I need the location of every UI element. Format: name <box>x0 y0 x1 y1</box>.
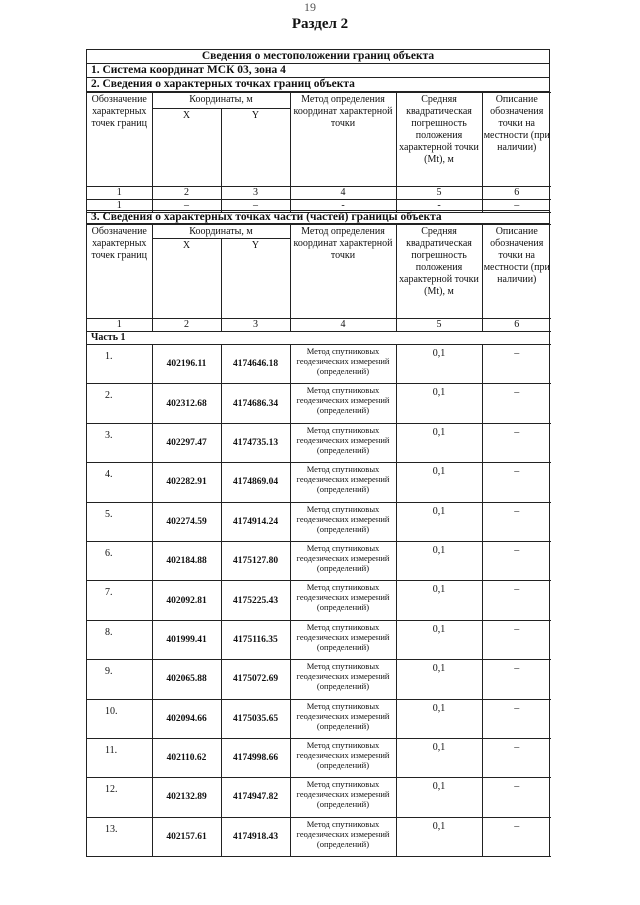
x-coordinate: 402274.59 <box>152 502 221 541</box>
table-row <box>87 581 551 620</box>
table-row <box>87 384 551 423</box>
method-text: Метод спутниковых геодезических измерений (определений) <box>290 738 396 777</box>
section3-title: 3. Сведения о характерных точках части (частей) границы объекта <box>87 210 549 224</box>
method-text: Метод спутниковых геодезических измерений (определений) <box>290 778 396 817</box>
mt-value: 0,1 <box>396 384 482 423</box>
mt-value: 0,1 <box>396 541 482 580</box>
table-row <box>87 502 551 541</box>
table-row <box>87 345 551 384</box>
method-text: Метод спутниковых геодезических измерений (определений) <box>290 384 396 423</box>
point-number: 5. <box>87 502 152 541</box>
table-row <box>87 463 551 502</box>
hdr-x: X <box>152 239 221 319</box>
x-coordinate: 402312.68 <box>152 384 221 423</box>
x-coordinate: 401999.41 <box>152 620 221 659</box>
mt-value: 0,1 <box>396 620 482 659</box>
mt-value: 0,1 <box>396 581 482 620</box>
col-number: 5 <box>396 187 482 200</box>
description: – <box>482 738 551 777</box>
mt-value: 0,1 <box>396 423 482 462</box>
table-row <box>87 660 551 699</box>
col-number: 2 <box>152 187 221 200</box>
table-row <box>87 738 551 777</box>
mt-value: 0,1 <box>396 660 482 699</box>
point-number: 8. <box>87 620 152 659</box>
col-number: 6 <box>482 187 551 200</box>
x-coordinate: 402094.66 <box>152 699 221 738</box>
mt-value: 0,1 <box>396 345 482 384</box>
point-number: 11. <box>87 738 152 777</box>
hdr-y: Y <box>221 109 290 187</box>
y-coordinate: 4175225.43 <box>221 581 290 620</box>
cell: – <box>482 200 551 213</box>
section2-table <box>87 92 551 213</box>
column-numbers-row <box>87 187 551 200</box>
hdr-method: Метод определения координат характерной точки <box>290 225 396 319</box>
point-number: 7. <box>87 581 152 620</box>
method-text: Метод спутниковых геодезических измерений (определений) <box>290 423 396 462</box>
y-coordinate: 4174998.66 <box>221 738 290 777</box>
description: – <box>482 817 551 856</box>
col-number: 4 <box>290 187 396 200</box>
col-number: 3 <box>221 319 290 332</box>
mt-value: 0,1 <box>396 502 482 541</box>
hdr-designation: Обозначение характерных точек границ <box>87 93 152 187</box>
table-row <box>87 541 551 580</box>
y-coordinate: 4175035.65 <box>221 699 290 738</box>
y-coordinate: 4175116.35 <box>221 620 290 659</box>
point-number: 6. <box>87 541 152 580</box>
cell: – <box>221 200 290 213</box>
y-coordinate: 4174918.43 <box>221 817 290 856</box>
x-coordinate: 402282.91 <box>152 463 221 502</box>
hdr-method: Метод определения координат характерной точки <box>290 93 396 187</box>
column-numbers-row <box>87 319 551 332</box>
x-coordinate: 402132.89 <box>152 778 221 817</box>
mt-value: 0,1 <box>396 778 482 817</box>
description: – <box>482 699 551 738</box>
page-number: 19 <box>304 0 316 14</box>
block-title: Сведения о местоположении границ объекта <box>87 50 549 64</box>
x-coordinate: 402065.88 <box>152 660 221 699</box>
hdr-designation: Обозначение характерных точек границ <box>87 225 152 319</box>
table-row <box>87 620 551 659</box>
method-text: Метод спутниковых геодезических измерений (определений) <box>290 541 396 580</box>
y-coordinate: 4174914.24 <box>221 502 290 541</box>
col-number: 3 <box>221 187 290 200</box>
description: – <box>482 423 551 462</box>
method-text: Метод спутниковых геодезических измерений (определений) <box>290 463 396 502</box>
description: – <box>482 502 551 541</box>
mt-value: 0,1 <box>396 463 482 502</box>
table-row <box>87 423 551 462</box>
cell: – <box>152 200 221 213</box>
point-number: 2. <box>87 384 152 423</box>
description: – <box>482 660 551 699</box>
x-coordinate: 402092.81 <box>152 581 221 620</box>
col-number: 1 <box>87 319 152 332</box>
method-text: Метод спутниковых геодезических измерений (определений) <box>290 620 396 659</box>
hdr-desc: Описание обозначения точки на местности (при наличии) <box>482 93 551 187</box>
table-row <box>87 699 551 738</box>
hdr-mt: Средняя квадратическая погрешность положения характерной точки (Mt), м <box>396 225 482 319</box>
description: – <box>482 620 551 659</box>
x-coordinate: 402184.88 <box>152 541 221 580</box>
point-number: 3. <box>87 423 152 462</box>
y-coordinate: 4174686.34 <box>221 384 290 423</box>
table-row <box>87 817 551 856</box>
point-number: 13. <box>87 817 152 856</box>
description: – <box>482 463 551 502</box>
mt-value: 0,1 <box>396 699 482 738</box>
hdr-mt: Средняя квадратическая погрешность положения характерной точки (Mt), м <box>396 93 482 187</box>
y-coordinate: 4174646.18 <box>221 345 290 384</box>
point-number: 10. <box>87 699 152 738</box>
y-coordinate: 4174869.04 <box>221 463 290 502</box>
point-number: 9. <box>87 660 152 699</box>
method-text: Метод спутниковых геодезических измерений (определений) <box>290 817 396 856</box>
section-title: Раздел 2 <box>291 16 349 32</box>
cell: 1 <box>87 200 152 213</box>
y-coordinate: 4174947.82 <box>221 778 290 817</box>
hdr-coords: Координаты, м <box>152 93 290 109</box>
hdr-desc: Описание обозначения точки на местности (при наличии) <box>482 225 551 319</box>
hdr-y: Y <box>221 239 290 319</box>
table-row <box>87 778 551 817</box>
x-coordinate: 402196.11 <box>152 345 221 384</box>
x-coordinate: 402157.61 <box>152 817 221 856</box>
point-number: 1. <box>87 345 152 384</box>
hdr-coords: Координаты, м <box>152 225 290 239</box>
section3-table <box>87 224 551 857</box>
method-text: Метод спутниковых геодезических измерений (определений) <box>290 345 396 384</box>
y-coordinate: 4175127.80 <box>221 541 290 580</box>
cell: - <box>290 200 396 213</box>
coord-system-line: 1. Система координат МСК 03, зона 4 <box>87 64 549 78</box>
method-text: Метод спутниковых геодезических измерений (определений) <box>290 660 396 699</box>
description: – <box>482 581 551 620</box>
y-coordinate: 4174735.13 <box>221 423 290 462</box>
col-number: 6 <box>482 319 551 332</box>
x-coordinate: 402110.62 <box>152 738 221 777</box>
mt-value: 0,1 <box>396 738 482 777</box>
col-number: 2 <box>152 319 221 332</box>
description: – <box>482 778 551 817</box>
y-coordinate: 4175072.69 <box>221 660 290 699</box>
col-number: 4 <box>290 319 396 332</box>
x-coordinate: 402297.47 <box>152 423 221 462</box>
col-number: 1 <box>87 187 152 200</box>
description: – <box>482 541 551 580</box>
method-text: Метод спутниковых геодезических измерений (определений) <box>290 699 396 738</box>
section2-title: 2. Сведения о характерных точках границ объекта <box>87 78 549 92</box>
method-text: Метод спутниковых геодезических измерений (определений) <box>290 581 396 620</box>
part-label: Часть 1 <box>87 332 551 345</box>
method-text: Метод спутниковых геодезических измерений (определений) <box>290 502 396 541</box>
description: – <box>482 345 551 384</box>
boundary-form <box>86 49 550 857</box>
description: – <box>482 384 551 423</box>
cell: - <box>396 200 482 213</box>
point-number: 4. <box>87 463 152 502</box>
point-number: 12. <box>87 778 152 817</box>
points-body <box>87 345 551 857</box>
col-number: 5 <box>396 319 482 332</box>
mt-value: 0,1 <box>396 817 482 856</box>
hdr-x: X <box>152 109 221 187</box>
